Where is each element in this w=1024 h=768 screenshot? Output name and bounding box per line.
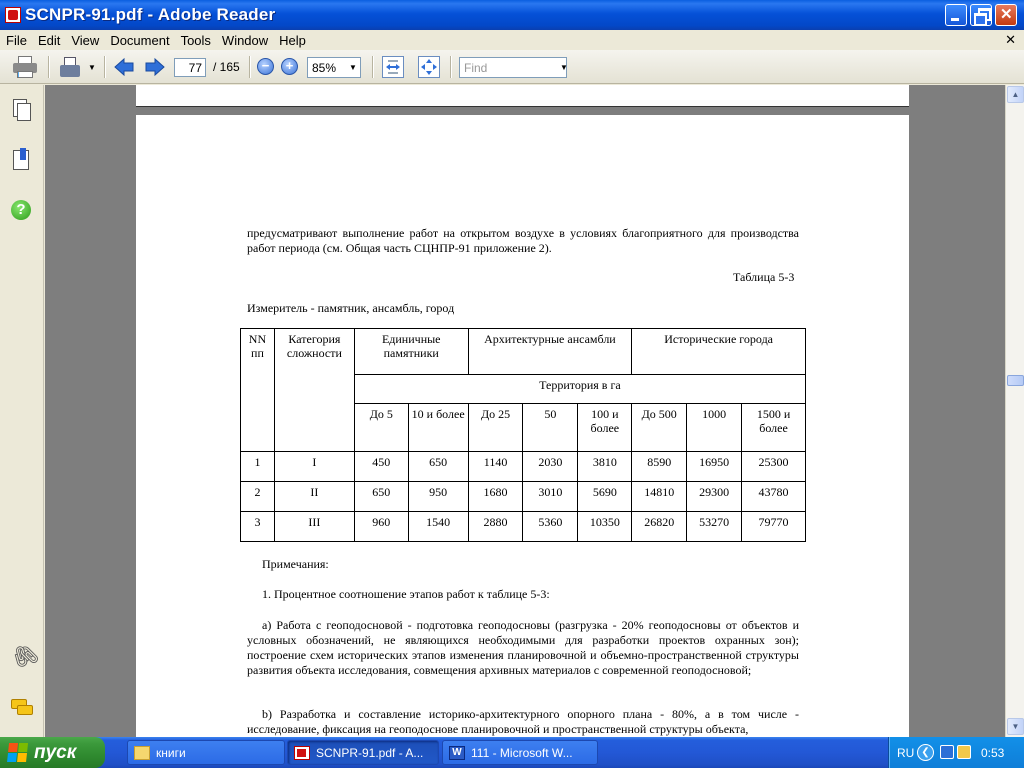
menu-tools[interactable]: Tools — [180, 32, 211, 48]
fit-width-icon[interactable] — [382, 56, 404, 78]
language-indicator[interactable]: RU — [897, 746, 915, 760]
row-nn: 1 — [241, 452, 275, 482]
subheader-cell: 10 и более — [408, 404, 468, 452]
subheader-cell: 100 и более — [578, 404, 632, 452]
table-cell: 10350 — [578, 512, 632, 542]
subheader-cell: До 5 — [354, 404, 408, 452]
scroll-down-button[interactable]: ▼ — [1007, 718, 1024, 735]
notes-title: Примечания: — [262, 557, 329, 571]
table-cell: 3010 — [523, 482, 578, 512]
task-adobe-reader[interactable] — [287, 740, 439, 765]
chevron-down-icon: ▼ — [349, 63, 357, 72]
header-ensembles: Архитектурные ансамбли — [468, 329, 632, 375]
table-cell: 5360 — [523, 512, 578, 542]
folder-icon — [134, 746, 150, 760]
table-cell: 43780 — [742, 482, 806, 512]
safely-remove-hardware-icon[interactable] — [957, 745, 971, 759]
start-button[interactable] — [0, 737, 105, 768]
document-view[interactable] — [45, 85, 1005, 737]
minimize-button[interactable] — [945, 4, 967, 26]
bookmarks-icon[interactable] — [11, 148, 33, 172]
find-placeholder: Find — [464, 61, 488, 75]
subheader-cell: До 500 — [632, 404, 687, 452]
header-cities: Исторические города — [632, 329, 806, 375]
menu-window[interactable]: Window — [221, 32, 269, 48]
scroll-up-button[interactable]: ▲ — [1007, 86, 1024, 103]
page-number-input[interactable]: 77 — [174, 58, 206, 77]
table-cell: 29300 — [687, 482, 742, 512]
restore-button[interactable] — [970, 4, 992, 26]
header-nn: NN пп — [241, 329, 275, 452]
row-category: III — [274, 512, 354, 542]
toolbar-separator — [249, 56, 250, 78]
navigation-panel — [0, 85, 44, 737]
task-label: книги — [156, 745, 186, 760]
task-folder-books[interactable] — [127, 740, 285, 765]
table-cell: 960 — [354, 512, 408, 542]
help-icon[interactable]: ? — [11, 200, 31, 220]
table-cell: 450 — [354, 452, 408, 482]
table-cell: 2030 — [523, 452, 578, 482]
note-a: а) Работа с геоподосновой - подготовка геоподосновы (разгрузка - 20% геоподосновы от объектов и условных обозначений, не являющихся необходимыми для разработки проектов охранных зон); построение схем исторических этапов изменения планировочной и объемно-пространственной структуры развития объекта исследования, совмещения архивных материалов с современной геоподосновой; — [247, 618, 799, 677]
measure-text: Измеритель - памятник, ансамбль, город — [247, 301, 455, 315]
row-category: II — [274, 482, 354, 512]
previous-page-edge — [136, 85, 909, 107]
zoom-in-button[interactable]: + — [281, 58, 298, 75]
window-title: SCNPR-91.pdf - Adobe Reader — [25, 5, 276, 24]
table-cell: 2880 — [468, 512, 523, 542]
table-cell: 5690 — [578, 482, 632, 512]
data-table — [240, 328, 806, 542]
menu-document[interactable]: Document — [110, 32, 170, 48]
vertical-scrollbar[interactable] — [1005, 85, 1024, 737]
table-cell: 8590 — [632, 452, 687, 482]
table-cell: 16950 — [687, 452, 742, 482]
email-icon[interactable] — [60, 57, 82, 77]
page-count: / 165 — [213, 60, 240, 74]
menu-help[interactable]: Help — [279, 32, 306, 48]
subheader-cell: До 25 — [468, 404, 523, 452]
start-label: пуск — [34, 741, 77, 763]
toolbar-separator — [450, 56, 451, 78]
task-label: 111 - Microsoft W... — [471, 745, 573, 760]
table-cell: 25300 — [742, 452, 806, 482]
clock: 0:53 — [981, 746, 1005, 760]
word-icon: W — [449, 746, 465, 760]
menu-file[interactable]: File — [6, 32, 27, 48]
print-icon[interactable] — [13, 56, 37, 78]
table-caption: Таблица 5-3 — [733, 270, 795, 284]
show-hidden-icons-icon[interactable]: ❮ — [917, 744, 934, 761]
table-row — [241, 512, 806, 542]
table-cell: 650 — [408, 452, 468, 482]
table-cell: 1140 — [468, 452, 523, 482]
close-document-icon[interactable]: ✕ — [1005, 32, 1016, 47]
email-dropdown-icon[interactable]: ▼ — [88, 63, 96, 72]
intro-paragraph: предусматривают выполнение работ на открытом воздухе в условиях благоприятного для производства работ периода (см. Общая часть СЦНПР-91 приложение 2). — [247, 226, 799, 255]
scroll-thumb[interactable] — [1007, 375, 1024, 386]
title-bar[interactable] — [0, 0, 1024, 30]
subheader-cell: 50 — [523, 404, 578, 452]
table-cell: 53270 — [687, 512, 742, 542]
row-nn: 3 — [241, 512, 275, 542]
table-cell: 26820 — [632, 512, 687, 542]
windows-logo-icon — [7, 743, 29, 763]
row-category: I — [274, 452, 354, 482]
table-row — [241, 482, 806, 512]
table-cell: 3810 — [578, 452, 632, 482]
table-cell: 1540 — [408, 512, 468, 542]
previous-page-icon[interactable] — [113, 57, 135, 77]
table-cell: 950 — [408, 482, 468, 512]
task-label: SCNPR-91.pdf - A... — [316, 745, 424, 760]
pdf-page — [136, 115, 909, 737]
table-row — [241, 452, 806, 482]
menu-view[interactable]: View — [71, 32, 100, 48]
pdf-icon — [294, 746, 310, 760]
subheader-cell: 1000 — [687, 404, 742, 452]
table-cell: 650 — [354, 482, 408, 512]
header-territory: Территория в га — [354, 375, 805, 404]
fit-page-icon[interactable] — [418, 56, 440, 78]
task-microsoft-word[interactable] — [442, 740, 598, 765]
toolbar-separator — [372, 56, 373, 78]
table-cell: 14810 — [632, 482, 687, 512]
find-input[interactable] — [459, 57, 567, 78]
network-icon[interactable] — [940, 745, 954, 759]
subheader-cell: 1500 и более — [742, 404, 806, 452]
table-cell: 79770 — [742, 512, 806, 542]
table-cell: 1680 — [468, 482, 523, 512]
zoom-select[interactable] — [307, 57, 361, 78]
comments-icon[interactable] — [11, 697, 33, 721]
system-tray — [888, 737, 1024, 768]
header-single-monuments: Единичные памятники — [354, 329, 468, 375]
zoom-value: 85% — [312, 61, 337, 75]
close-button[interactable] — [995, 4, 1017, 26]
row-nn: 2 — [241, 482, 275, 512]
header-category: Категория сложности — [274, 329, 354, 452]
toolbar-separator — [104, 56, 105, 78]
note-1: 1. Процентное соотношение этапов работ к таблице 5-3: — [262, 587, 550, 601]
adobe-reader-icon — [5, 7, 21, 23]
note-b: b) Разработка и составление историко-архитектурного опорного плана - 80%, а в том числе - исследование, фиксация на геоподоснове планировочной и пространственной структуры объекта, — [247, 707, 799, 736]
taskbar — [0, 737, 1024, 768]
toolbar — [0, 50, 1024, 84]
zoom-out-button[interactable]: − — [257, 58, 274, 75]
menu-edit[interactable]: Edit — [37, 32, 61, 48]
pages-icon[interactable] — [11, 99, 33, 123]
toolbar-separator — [48, 56, 49, 78]
find-dropdown-icon[interactable]: ▼ — [560, 63, 568, 72]
attachments-icon[interactable]: 🖇 — [6, 638, 44, 674]
menu-bar — [0, 30, 1024, 50]
next-page-icon[interactable] — [144, 57, 166, 77]
